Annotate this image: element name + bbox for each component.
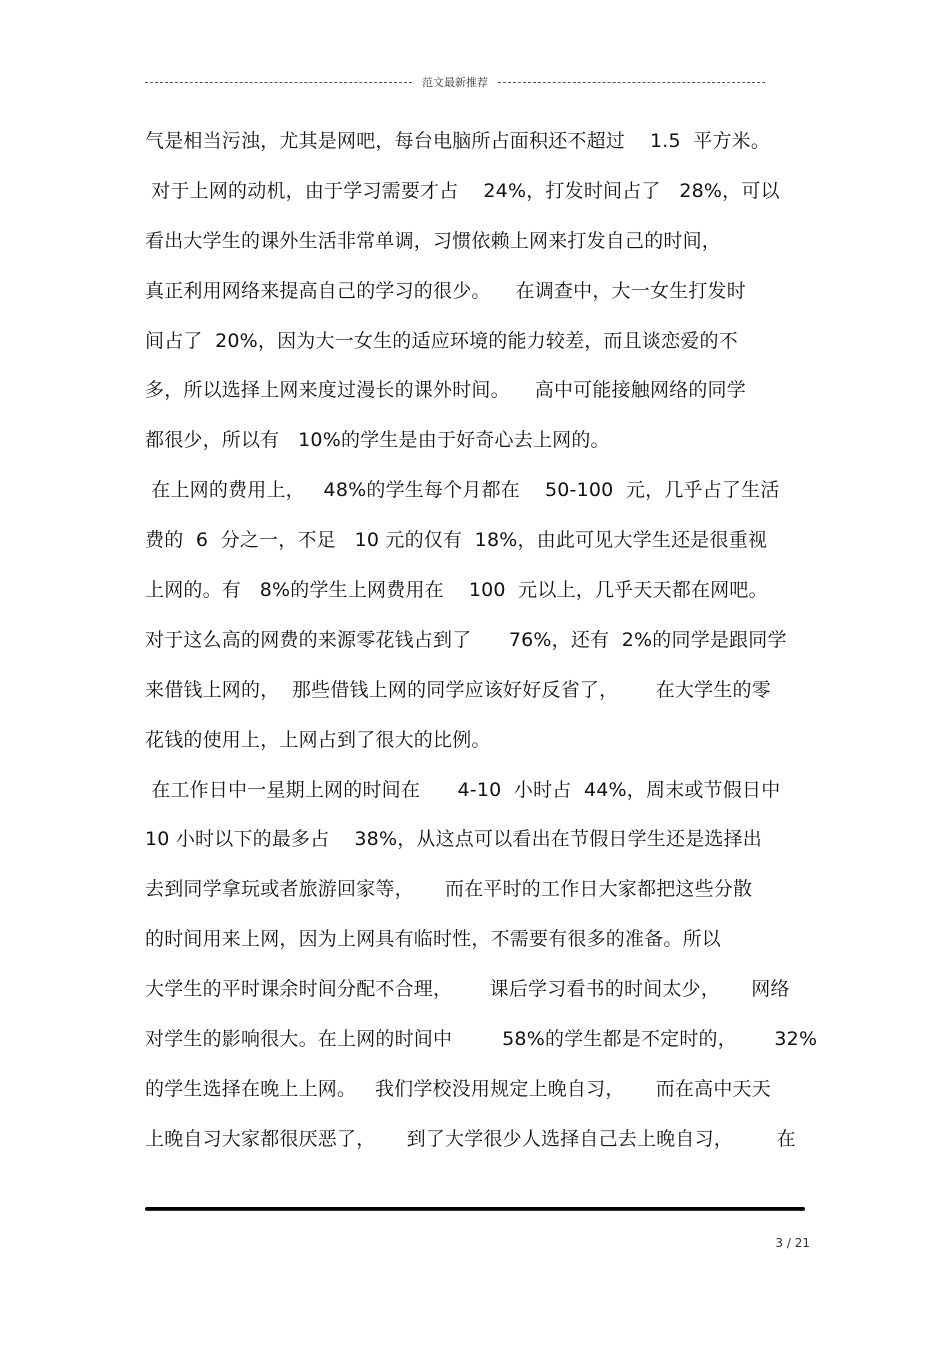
footer-divider [145,1207,805,1211]
header-title: 范文最新推荐 [422,76,488,89]
text-line: 花钱的使用上，上网占到了很大的比例。 [145,728,491,751]
text-line: 对于这么高的网费的来源零花钱占到了 76%，还有 2%的同学是跟同学 [145,628,787,651]
text-line: 费的 6 分之一，不足 10 元的仅有 18%，由此可见大学生还是很重视 [145,529,768,552]
text-line: 的时间用来上网，因为上网具有临时性，不需要有很多的准备。所以 [145,928,722,951]
header-left-dashes [145,82,412,83]
text-line: 真正利用网络来提高自己的学习的很少。 在调查中，大一女生打发时 [145,279,746,302]
text-line: 间占了 20%，因为大一女生的适应环境的能力较差，而且谈恋爱的不 [145,329,738,352]
document-body [145,118,825,1166]
header-right-dashes [498,82,765,83]
text-line: 对学生的影响很大。在上网的时间中 58%的学生都是不定时的， 32% [145,1028,818,1051]
text-line: 10 小时以下的最多占 38%，从这点可以看出在节假日学生还是选择出 [145,828,763,851]
text-line: 对于上网的动机，由于学习需要才占 24%，打发时间占了 28%，可以 [145,179,780,202]
text-line: 来借钱上网的， 那些借钱上网的同学应该好好反省了， 在大学生的零 [145,678,771,701]
page-header [145,72,765,92]
text-line: 的学生选择在晚上上网。 我们学校没用规定上晚自习， 而在高中天天 [145,1077,771,1100]
text-line: 上晚自习大家都很厌恶了， 到了大学很少人选择自己去上晚自习， 在 [145,1127,796,1150]
text-line: 大学生的平时课余时间分配不合理， 课后学习看书的时间太少， 网络 [145,978,790,1001]
text-line: 多，所以选择上网来度过漫长的课外时间。 高中可能接触网络的同学 [145,379,746,402]
text-line: 去到同学拿玩或者旅游回家等， 而在平时的工作日大家都把这些分散 [145,878,753,901]
text-line: 在工作日中一星期上网的时间在 4-10 小时占 44%，周末或节假日中 [145,778,781,801]
text-line: 都很少，所以有 10%的学生是由于好奇心去上网的。 [145,429,610,452]
text-line: 在上网的费用上， 48%的学生每个月都在 50-100 元，几乎占了生活 [145,479,780,502]
text-line: 看出大学生的课外生活非常单调，习惯依赖上网来打发自己的时间， [145,229,722,252]
text-line: 气是相当污浊，尤其是网吧，每台电脑所占面积还不超过 1.5 平方米。 [145,130,771,152]
page-number: 3 / 21 [775,1236,810,1250]
text-line: 上网的。有 8%的学生上网费用在 100 元以上，几乎天天都在网吧。 [145,579,768,602]
